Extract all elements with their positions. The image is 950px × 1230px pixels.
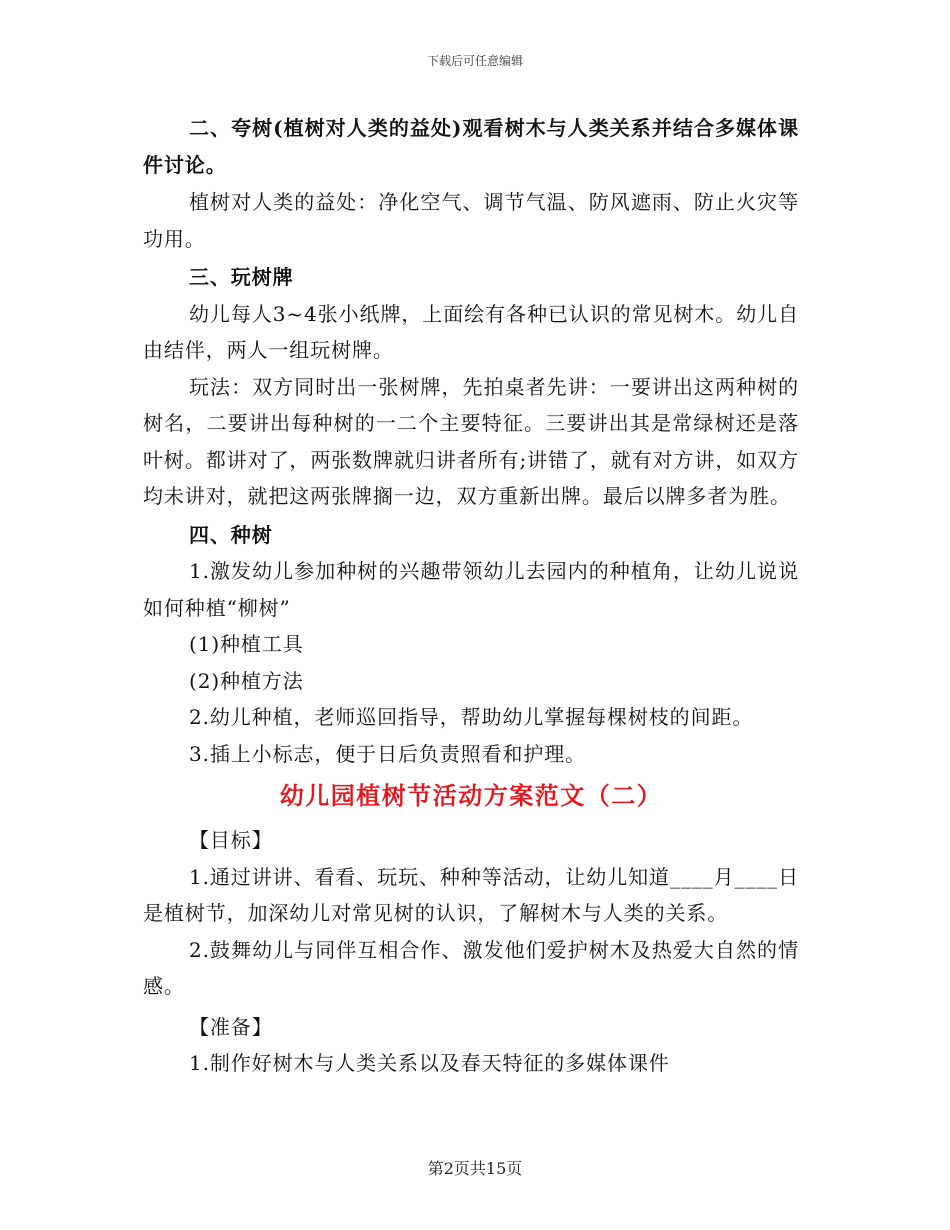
page-footer: 第2页共15页 bbox=[427, 1159, 523, 1178]
section-heading-plant-trees: 四、种树 bbox=[189, 522, 273, 547]
goal-item-2: 2.鼓舞幼儿与同伴互相合作、激发他们爱护树木及热爱大自然的情感。 bbox=[143, 937, 799, 998]
document-title: 幼儿园植树节活动方案范文（二） bbox=[279, 781, 663, 810]
paragraph-planting-tools: (1)种植工具 bbox=[189, 632, 304, 656]
document-body bbox=[143, 108, 799, 1082]
page-header: 下载后可任意编辑 bbox=[426, 54, 523, 68]
paragraph-planting-step-1: 1.激发幼儿参加种树的兴趣带领幼儿去园内的种植角，让幼儿说说如何种植“柳树” bbox=[143, 559, 799, 620]
paragraph-game-rules: 玩法：双方同时出一张树牌，先拍桌者先讲：一要讲出这两种树的树名，二要讲出每种树的一二个主要特征。三要讲出其是常绿树还是落叶树。都讲对了，两张数牌就归讲者所有;讲错了，就有对方讲，如双方均未讲对，就把这两张牌搁一边，双方重新出牌。最后以牌多者为胜。 bbox=[143, 374, 799, 508]
paragraph-planting-step-3: 3.插上小标志，便于日后负责照看和护理。 bbox=[189, 741, 587, 766]
prep-label: 【准备】 bbox=[189, 1014, 273, 1039]
paragraph-planting-step-2: 2.幼儿种植，老师巡回指导，帮助幼儿掌握每棵树枝的间距。 bbox=[189, 705, 754, 729]
section-heading-tree-cards: 三、玩树牌 bbox=[189, 265, 294, 289]
goal-item-1: 1.通过讲讲、看看、玩玩、种种等活动，让幼儿知道____月____日是植树节，加深幼儿对常见树的认识，了解树木与人类的关系。 bbox=[143, 864, 799, 925]
paragraph-planting-method: (2)种植方法 bbox=[189, 668, 304, 693]
paragraph-benefits: 植树对人类的益处：净化空气、调节气温、防风遮雨、防止火灾等功用。 bbox=[143, 190, 799, 251]
paragraph-cards-intro: 幼儿每人3~4张小纸牌，上面绘有各种已认识的常见树木。幼儿自由结伴，两人一组玩树牌。 bbox=[143, 301, 799, 362]
goal-label: 【目标】 bbox=[189, 828, 273, 852]
prep-item-1: 1.制作好树木与人类关系以及春天特征的多媒体课件 bbox=[189, 1051, 670, 1075]
section-heading-praise-trees: 二、夸树(植树对人类的益处)观看树木与人类关系并结合多媒体课件讨论。 bbox=[143, 116, 799, 177]
